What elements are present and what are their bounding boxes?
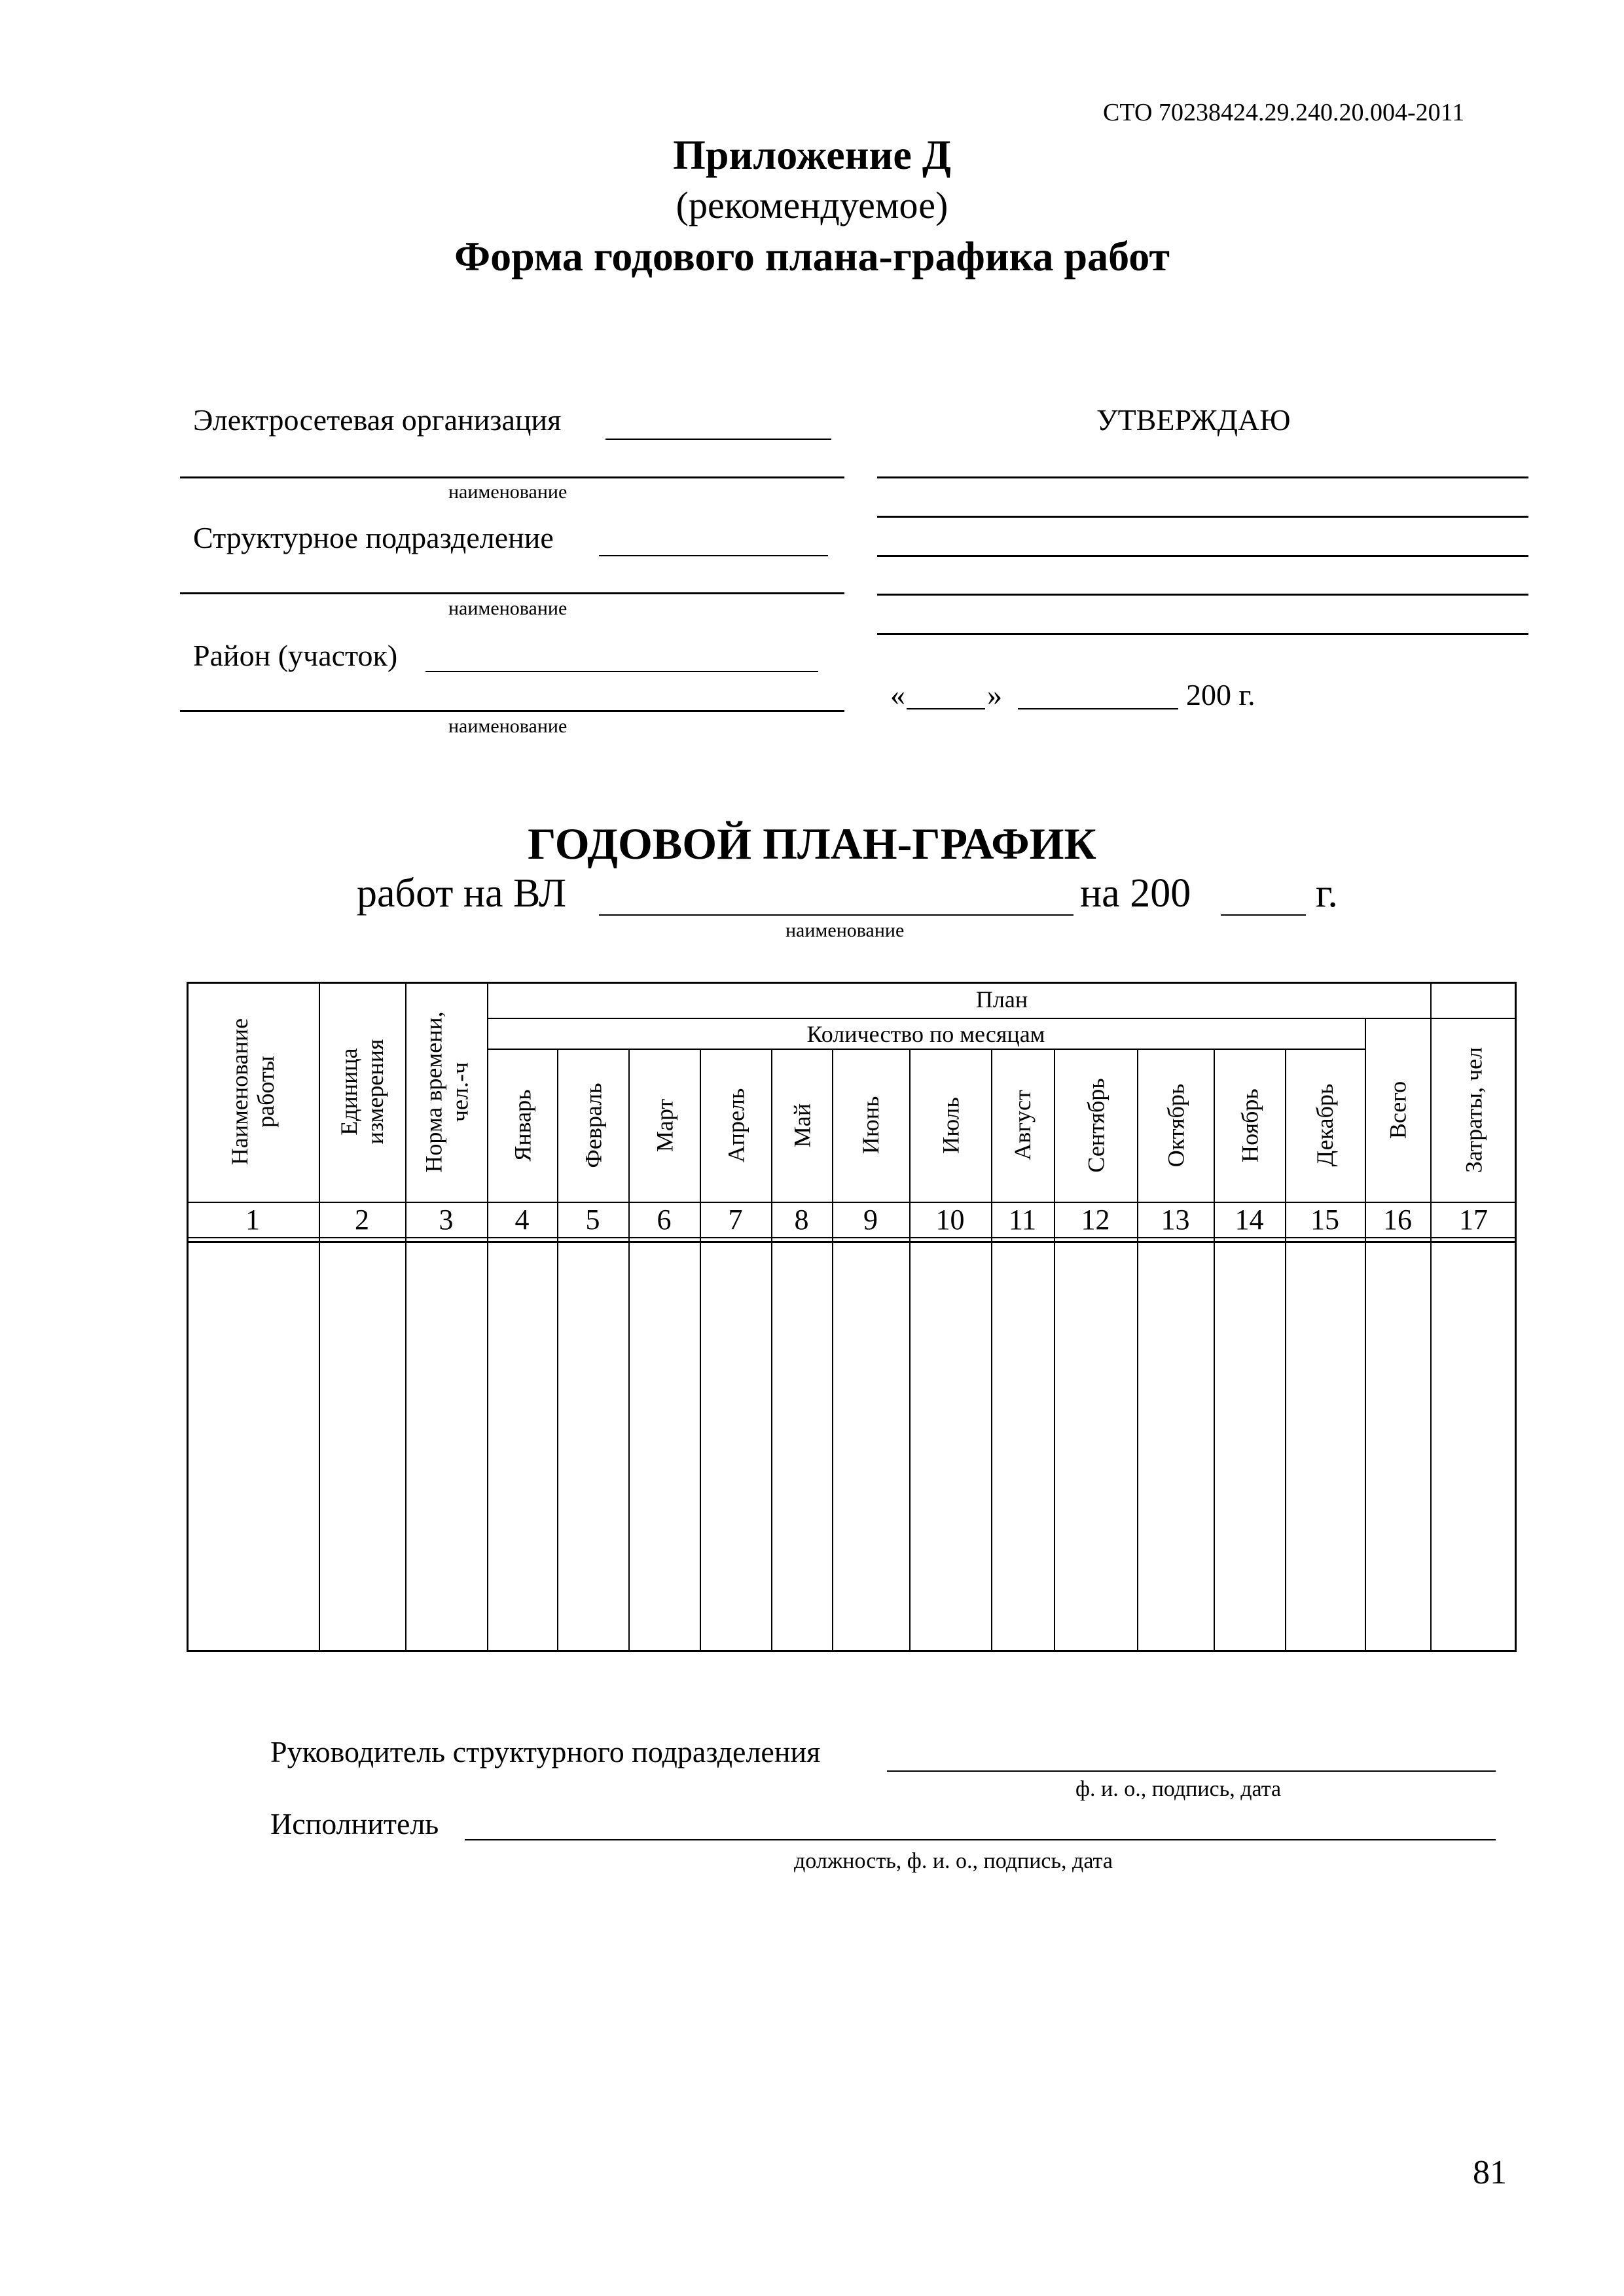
page-number: 81 — [1473, 2154, 1507, 2191]
table-body-cell[interactable] — [1137, 1244, 1214, 1651]
approve-line-1[interactable] — [877, 476, 1528, 478]
numbers-row-divider — [187, 1237, 1517, 1238]
district-label: Район (участок) — [193, 639, 398, 672]
header-month-7: Июль — [937, 1096, 964, 1154]
executor-signature-label: Исполнитель — [270, 1807, 439, 1840]
header-month-1: Январь — [509, 1088, 535, 1162]
column-number: 17 — [1459, 1204, 1488, 1236]
district-name-line-full[interactable] — [180, 710, 844, 712]
column-number: 14 — [1235, 1204, 1264, 1236]
header-month-2: Февраль — [579, 1082, 606, 1168]
dept-name-line[interactable] — [599, 555, 828, 556]
column-number: 1 — [245, 1204, 260, 1236]
approve-date-close-quote: » — [987, 678, 1002, 711]
plan-title: ГОДОВОЙ ПЛАН-ГРАФИК — [528, 819, 1096, 869]
header-month-9: Сентябрь — [1082, 1077, 1109, 1173]
header-cost: Затраты, чел — [1460, 1047, 1487, 1173]
header-month-3: Март — [651, 1098, 677, 1152]
table-body-cell[interactable] — [557, 1244, 628, 1651]
org-label: Электросетевая организация — [193, 403, 562, 437]
dept-name-line-full[interactable] — [180, 592, 844, 594]
table-body-cell[interactable] — [1285, 1244, 1365, 1651]
executor-signature-line[interactable] — [465, 1839, 1496, 1840]
year-line[interactable] — [1221, 914, 1306, 916]
approve-line-4[interactable] — [877, 594, 1528, 596]
plan-row-divider — [487, 1018, 1517, 1019]
head-signature-label: Руководитель структурного подразделения — [270, 1735, 821, 1768]
approve-label: УТВЕРЖДАЮ — [1096, 403, 1291, 437]
header-month-12: Декабрь — [1312, 1083, 1338, 1167]
header-month-6: Июнь — [857, 1096, 884, 1155]
column-number: 4 — [514, 1204, 530, 1236]
table-body-cell[interactable] — [700, 1244, 771, 1651]
column-number: 15 — [1310, 1204, 1339, 1236]
header-work-name: Наименование работы — [226, 1018, 279, 1166]
column-number: 10 — [935, 1204, 965, 1236]
table-body-cell[interactable] — [909, 1244, 991, 1651]
column-number: 12 — [1081, 1204, 1110, 1236]
approve-day-line[interactable] — [907, 708, 985, 709]
table-body-cell[interactable] — [991, 1244, 1054, 1651]
approve-date-open-quote: « — [890, 678, 905, 711]
header-unit: Единица измерения — [336, 1039, 388, 1145]
header-month-11: Ноябрь — [1236, 1088, 1263, 1162]
table-body-cell[interactable] — [487, 1244, 557, 1651]
months-header: Количество по месяцам — [806, 1021, 1045, 1047]
plan-header: План — [975, 986, 1028, 1013]
table-body-cell[interactable] — [771, 1244, 832, 1651]
approve-line-2[interactable] — [877, 516, 1528, 518]
plan-year-label: на 200 — [1080, 871, 1191, 916]
appendix-subtitle: (рекомендуемое) — [676, 184, 948, 226]
table-body-cell[interactable] — [1214, 1244, 1285, 1651]
header-month-4: Апрель — [722, 1088, 749, 1162]
schedule-table — [187, 982, 1517, 1652]
district-name-line[interactable] — [425, 671, 818, 672]
dept-label: Структурное подразделение — [193, 521, 554, 554]
column-number: 16 — [1383, 1204, 1412, 1236]
form-title: Форма годового плана-графика работ — [454, 233, 1170, 279]
header-month-10: Октябрь — [1162, 1083, 1189, 1167]
approve-month-line[interactable] — [1018, 708, 1178, 709]
header-norm: Норма времени, чел.-ч — [420, 1011, 473, 1173]
district-name-caption: наименование — [448, 715, 568, 737]
approve-line-5[interactable] — [877, 633, 1528, 635]
plan-subtitle: работ на ВЛ — [357, 871, 567, 916]
column-number: 7 — [728, 1204, 743, 1236]
header-month-5: Май — [788, 1103, 815, 1147]
table-body-cell[interactable] — [405, 1244, 487, 1651]
org-name-line[interactable] — [605, 439, 831, 440]
head-signature-caption: ф. и. о., подпись, дата — [1075, 1777, 1282, 1801]
column-number: 6 — [657, 1204, 672, 1236]
table-body-cell[interactable] — [832, 1244, 909, 1651]
table-body-cell[interactable] — [1430, 1244, 1517, 1651]
line-name-line[interactable] — [599, 914, 1074, 916]
numbers-row-divider — [187, 1241, 1517, 1243]
header-total: Всего — [1384, 1081, 1411, 1139]
table-body-cell[interactable] — [628, 1244, 700, 1651]
table-body-cell[interactable] — [1365, 1244, 1430, 1651]
column-number: 2 — [355, 1204, 369, 1236]
appendix-title: Приложение Д — [673, 132, 951, 178]
document-code: СТО 70238424.29.240.20.004-2011 — [1103, 99, 1465, 126]
head-signature-line[interactable] — [887, 1770, 1496, 1772]
line-name-caption: наименование — [785, 920, 905, 941]
dept-name-caption: наименование — [448, 598, 568, 619]
plan-year-suffix: г. — [1316, 871, 1338, 916]
column-number: 8 — [794, 1204, 809, 1236]
table-body-cell[interactable] — [1054, 1244, 1137, 1651]
approve-year: 200 г. — [1186, 678, 1255, 711]
months-row-divider — [487, 1049, 1365, 1050]
column-number: 9 — [863, 1204, 878, 1236]
column-number: 13 — [1161, 1204, 1190, 1236]
org-name-caption: наименование — [448, 481, 568, 503]
column-number: 3 — [439, 1204, 454, 1236]
approve-line-3[interactable] — [877, 555, 1528, 557]
executor-signature-caption: должность, ф. и. о., подпись, дата — [794, 1849, 1113, 1873]
header-month-8: Август — [1009, 1090, 1036, 1160]
column-number: 11 — [1008, 1204, 1037, 1236]
table-body-cell[interactable] — [319, 1244, 405, 1651]
table-body-cell[interactable] — [187, 1244, 319, 1651]
column-number: 5 — [585, 1204, 600, 1236]
org-name-line-full[interactable] — [180, 476, 844, 478]
